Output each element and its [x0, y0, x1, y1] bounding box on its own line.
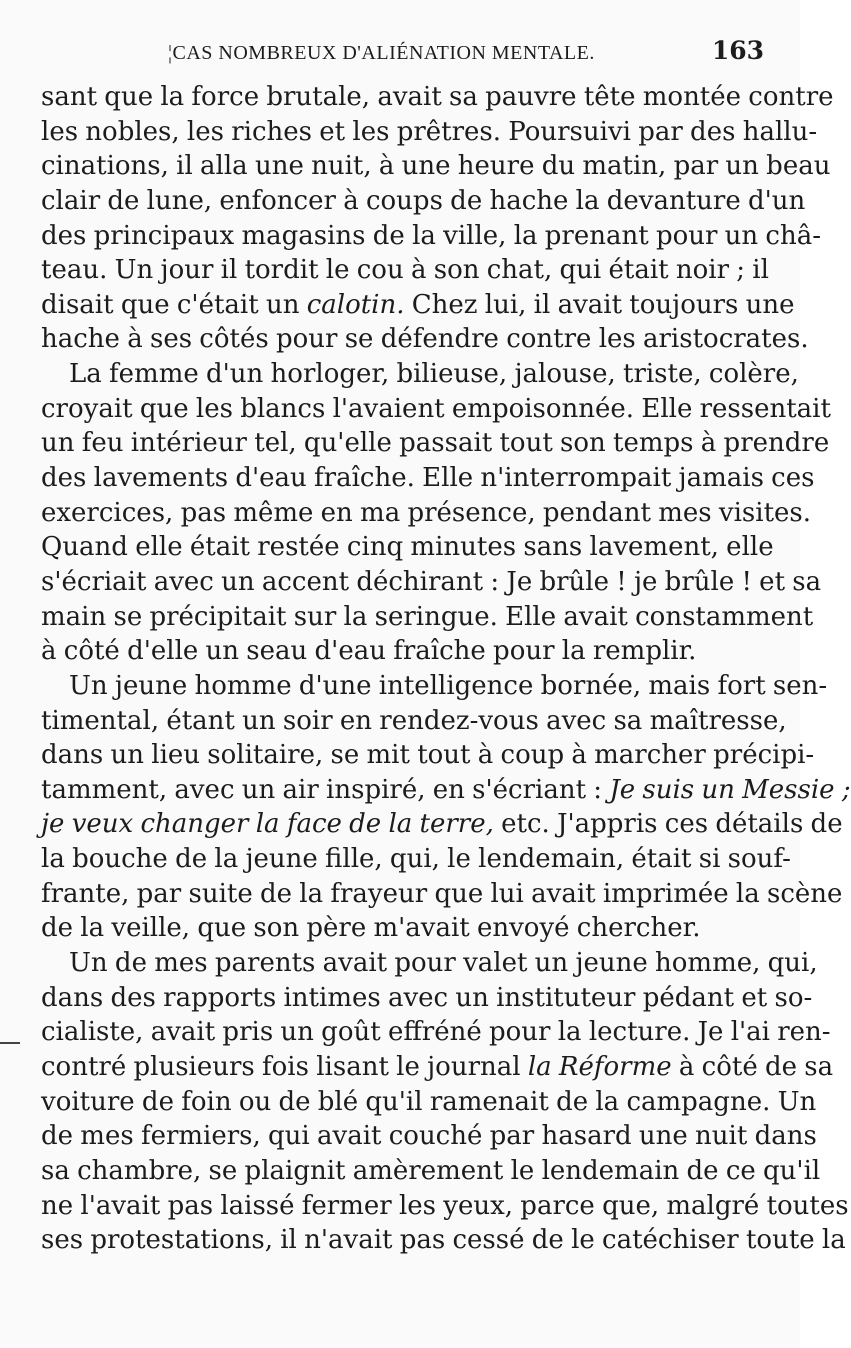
text-line [41, 565, 822, 600]
text-line [41, 184, 806, 219]
text-line [41, 1050, 834, 1085]
text-span: un feu intérieur tel, qu'elle passait tout son temps à prendre [41, 428, 830, 459]
text-span: ses protestations, il n'avait pas cessé de le catéchiser toute la [41, 1225, 846, 1256]
page-number: 163 [711, 36, 764, 65]
italic-text: la Réforme [527, 1051, 672, 1082]
text-line [41, 1085, 817, 1120]
text-span: voiture de foin ou de blé qu'il ramenait de la campagne. Un [41, 1086, 817, 1117]
text-span: à côté de sa [671, 1051, 834, 1082]
text-line [41, 946, 818, 981]
italic-text: Je suis un Messie ; [609, 774, 851, 805]
text-line [41, 1015, 831, 1050]
text-span: s'écriait avec un accent déchirant : Je brûle ! je brûle ! et sa [41, 566, 822, 597]
text-span: contré plusieurs fois lisant le journal [41, 1051, 528, 1082]
text-span: dans des rapports intimes avec un instituteur pédant et so- [41, 982, 813, 1013]
text-line [41, 392, 831, 427]
text-span: etc. J'appris ces détails de [493, 809, 843, 840]
text-line [41, 877, 843, 912]
text-span: sant que la force brutale, avait sa pauvre tête montée contre [41, 82, 834, 112]
text-span: les nobles, les riches et les prêtres. Poursuivi par des hallu- [41, 116, 818, 147]
text-line [41, 426, 830, 461]
text-span: des principaux magasins de la ville, la prenant pour un châ- [41, 220, 822, 251]
running-header [0, 36, 800, 80]
text-span: croyait que les blancs l'avaient empoisonnée. Elle ressentait [41, 393, 831, 424]
italic-text: je veux changer la face de la terre, [41, 809, 494, 840]
text-line [41, 288, 795, 323]
text-line [41, 496, 812, 531]
text-span: Chez lui, il avait toujours une [404, 289, 795, 320]
text-line [41, 1154, 821, 1189]
text-span: dans un lieu solitaire, se mit tout à coup à marcher précipi- [41, 740, 815, 771]
text-span: La femme d'un horloger, bilieuse, jalouse, triste, colère, [69, 359, 799, 390]
text-span: Un jeune homme d'une intelligence bornée, mais fort sen- [69, 670, 828, 701]
text-line [41, 981, 813, 1016]
text-span: sa chambre, se plaignit amèrement le lendemain de ce qu'il [41, 1155, 821, 1186]
text-span: cialiste, avait pris un goût effréné pour la lecture. Je l'ai ren- [41, 1017, 831, 1048]
text-line [41, 704, 787, 739]
margin-mark [0, 1042, 20, 1044]
text-line [41, 115, 818, 150]
text-span: frante, par suite de la frayeur que lui avait imprimée la scène [41, 878, 843, 909]
text-line [41, 738, 815, 773]
text-line [41, 357, 799, 392]
text-line [41, 600, 814, 635]
text-line [41, 149, 831, 184]
italic-text: calotin. [306, 289, 405, 320]
text-line [41, 1223, 846, 1258]
text-span: teau. Un jour il tordit le cou à son chat, qui était noir ; il [41, 255, 769, 286]
text-span: de la veille, que son père m'avait envoyé chercher. [41, 913, 701, 944]
running-title: ¦CAS NOMBREUX D'ALIÉNATION MENTALE. [168, 42, 595, 64]
text-span: hache à ses côtés pour se défendre contre les aristocrates. [41, 324, 809, 355]
text-line [41, 773, 851, 808]
text-span: exercices, pas même en ma présence, pendant mes visites. [41, 497, 812, 528]
text-span: clair de lune, enfoncer à coups de hache la devanture d'un [41, 185, 806, 216]
body-text [41, 80, 851, 1258]
text-line [41, 669, 828, 704]
text-span: des lavements d'eau fraîche. Elle n'interrompait jamais ces [41, 463, 815, 494]
text-line [41, 911, 759, 946]
text-line [41, 219, 822, 254]
text-span: Quand elle était restée cinq minutes sans lavement, elle [41, 532, 774, 563]
text-span: à côté d'elle un seau d'eau fraîche pour la remplir. [41, 636, 697, 667]
text-span: de mes fermiers, qui avait couché par hasard une nuit dans [41, 1121, 817, 1152]
text-span: main se précipitait sur la seringue. Elle avait constamment [41, 601, 814, 632]
text-line [41, 1189, 849, 1224]
text-line [41, 322, 809, 357]
text-span: disait que c'était un [41, 289, 307, 320]
text-span: ne l'avait pas laissé fermer les yeux, parce que, malgré toutes [41, 1190, 849, 1221]
text-span: la bouche de la jeune fille, qui, le lendemain, était si souf- [41, 844, 791, 875]
text-span: Un de mes parents avait pour valet un jeune homme, qui, [69, 948, 818, 979]
text-line [41, 1119, 817, 1154]
text-span: tamment, avec un air inspiré, en s'écriant : [41, 774, 610, 805]
text-line [41, 80, 834, 115]
text-line [41, 634, 759, 669]
text-line [41, 530, 774, 565]
text-line [41, 807, 843, 842]
text-span: timental, étant un soir en rendez-vous avec sa maîtresse, [41, 705, 787, 736]
text-line [41, 253, 769, 288]
text-line [41, 842, 791, 877]
text-span: cinations, il alla une nuit, à une heure du matin, par un beau [41, 151, 831, 182]
text-line [41, 461, 815, 496]
